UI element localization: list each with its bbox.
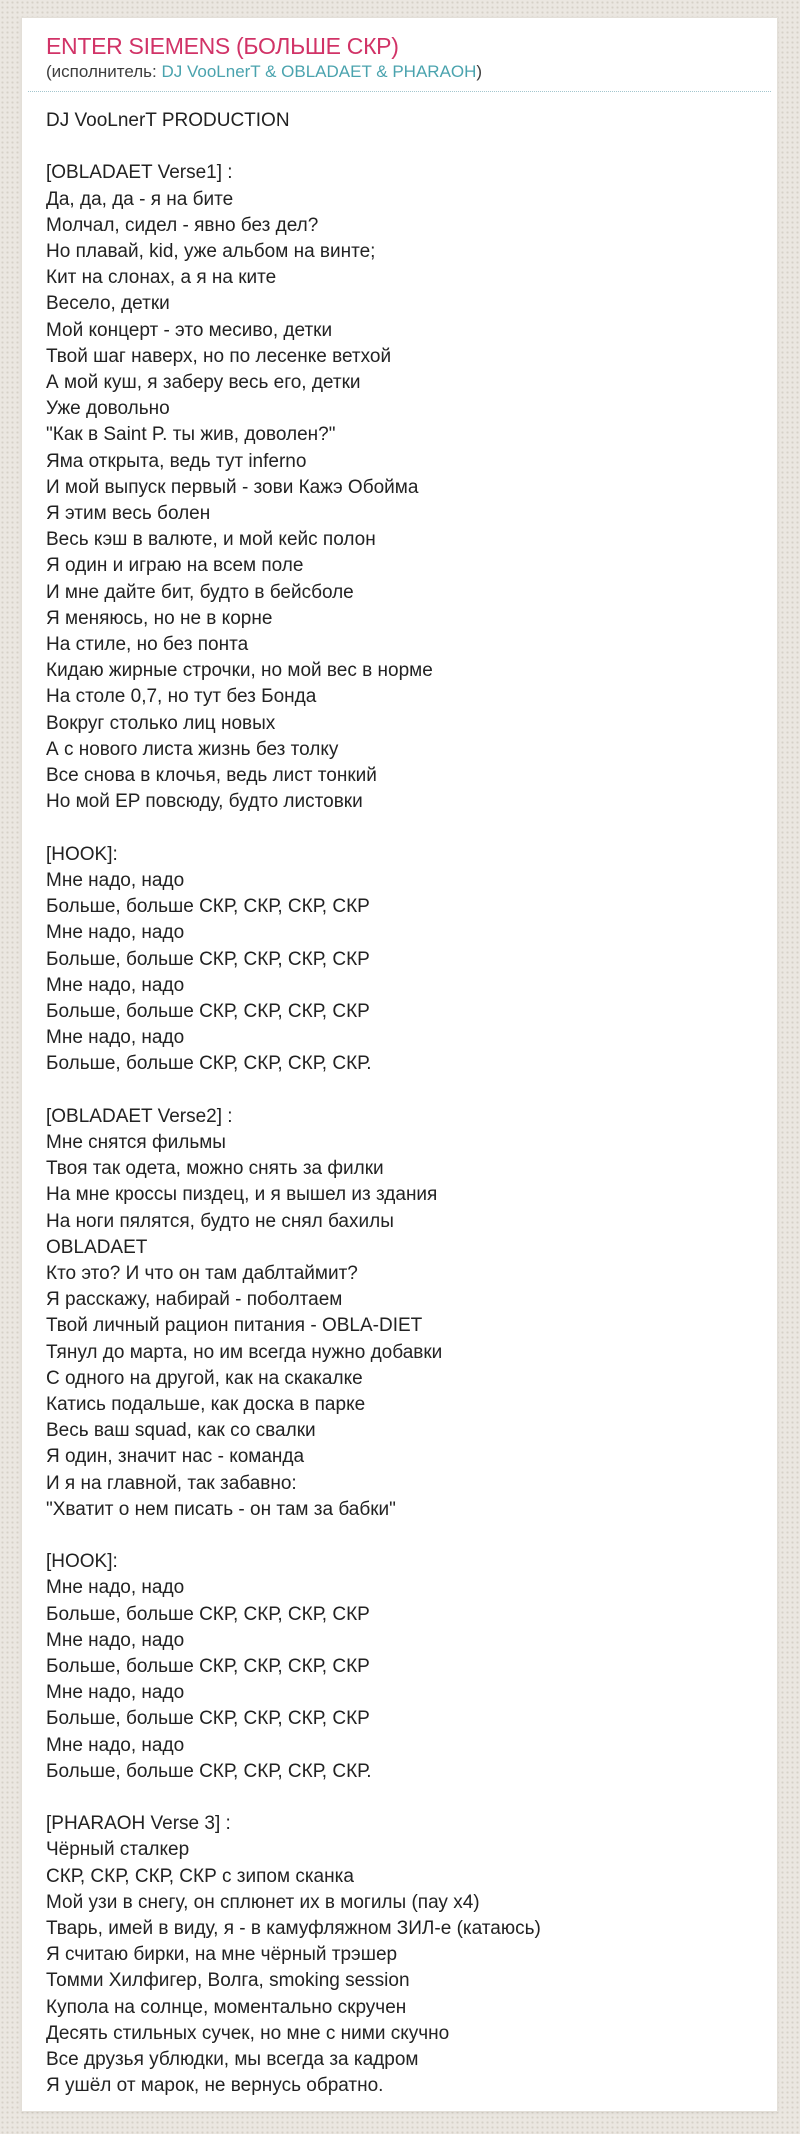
lyric-line: Я один и играю на всем поле [46,555,304,577]
song-header [28,18,771,92]
lyric-line: Я ушёл от марок, не вернусь обратно. [46,2075,384,2097]
lyric-line: OBLADAET [46,1236,148,1258]
lyric-line [46,1785,753,1811]
lyric-line: Я расскажу, набирай - поболтаем [46,1289,343,1311]
lyric-line: Твой шаг наверх, но по лесенке ветхой [46,345,392,367]
song-title: ENTER SIEMENS (БОЛЬШЕ СКР) [46,33,399,59]
lyric-line: Весь ваш squad, как со свалки [46,1420,316,1442]
lyric-line: Больше, больше СКР, СКР, СКР, СКР [46,896,370,918]
lyric-line: А с нового листа жизнь без толку [46,738,339,760]
lyric-line: [PHARAOH Verse 3] : [46,1813,231,1835]
lyric-line: Мне надо, надо [46,1629,185,1651]
lyric-line [46,815,753,841]
lyric-line: "Хватит о нем писать - он там за бабки" [46,1498,396,1520]
lyric-line: [HOOK]: [46,1551,118,1573]
lyric-line [46,1523,753,1549]
lyric-line: На стиле, но без понта [46,634,249,656]
lyric-line: Молчал, сидел - явно без дел? [46,214,319,236]
lyric-line: Чёрный сталкер [46,1839,190,1861]
lyric-line: Яма открыта, ведь тут inferno [46,450,307,472]
lyric-line: Мой узи в снегу, он сплюнет их в могилы (пау x4) [46,1891,480,1913]
lyric-line: Мне надо, надо [46,922,185,944]
lyric-line: Купола на солнце, моментально скручен [46,1996,407,2018]
lyric-line: Тварь, имей в виду, я - в камуфляжном ЗИЛ-е (катаюсь) [46,1918,541,1940]
lyric-line: Я этим весь болен [46,503,211,525]
lyric-line: Мне надо, надо [46,869,185,891]
lyric-line: Кит на слонах, а я на ките [46,267,277,289]
lyric-line: Кто это? И что он там даблтаймит? [46,1262,358,1284]
lyric-line: Больше, больше СКР, СКР, СКР, СКР [46,1708,370,1730]
lyric-line: Тянул до марта, но им всегда нужно добавки [46,1341,443,1363]
lyric-line: С одного на другой, как на скакалке [46,1367,363,1389]
lyric-line: На столе 0,7, но тут без Бонда [46,686,317,708]
lyric-line: "Как в Saint P. ты жив, доволен?" [46,424,336,446]
lyric-line: Я считаю бирки, на мне чёрный трэшер [46,1944,398,1966]
lyric-line: На мне кроссы пиздец, и я вышел из здания [46,1184,438,1206]
lyric-line: Вокруг столько лиц новых [46,712,276,734]
lyrics-card [21,17,778,2112]
lyric-line: Мне снятся фильмы [46,1131,226,1153]
lyric-line: А мой куш, я заберу весь его, детки [46,372,361,394]
lyric-line: Больше, больше СКР, СКР, СКР, СКР [46,1655,370,1677]
lyric-line: СКР, СКР, СКР, СКР с зипом сканка [46,1865,354,1887]
artist-links[interactable]: DJ VooLnerT & OBLADAET & PHARAOH [161,62,477,81]
lyric-line: [OBLADAET Verse2] : [46,1105,233,1127]
lyric-line: И я на главной, так забавно: [46,1472,297,1494]
lyric-line: [HOOK]: [46,843,118,865]
lyric-line: И мой выпуск первый - зови Кажэ Обойма [46,476,419,498]
lyric-line: Больше, больше СКР, СКР, СКР, СКР. [46,1053,372,1075]
lyric-line: Твой личный рацион питания - OBLA-DIET [46,1315,423,1337]
lyric-line: DJ VooLnerT PRODUCTION [46,110,290,131]
lyric-line: Твоя так одета, можно снять за филки [46,1158,384,1180]
lyric-line: Больше, больше СКР, СКР, СКР, СКР [46,1603,370,1625]
lyric-line: Кидаю жирные строчки, но мой вес в норме [46,660,433,682]
lyric-line: Томми Хилфигер, Волга, smoking session [46,1970,410,1992]
lyric-line: [OBLADAET Verse1] : [46,162,233,184]
lyric-line: Больше, больше СКР, СКР, СКР, СКР. [46,1760,372,1782]
lyric-line: Десять стильных сучек, но мне с ними скучно [46,2022,450,2044]
lyric-line: На ноги пялятся, будто не снял бахилы [46,1210,394,1232]
lyric-line: Да, да, да - я на бите [46,188,234,210]
lyric-line: Весь кэш в валюте, и мой кейс полон [46,529,376,551]
lyric-line: Все друзья ублюдки, мы всегда за кадром [46,2049,419,2071]
lyric-line: И мне дайте бит, будто в бейсболе [46,581,354,603]
lyric-line: Все снова в клочья, ведь лист тонкий [46,765,377,787]
lyric-line: Мне надо, надо [46,1577,185,1599]
lyric-line: Катись подальше, как доска в парке [46,1393,366,1415]
artist-close-paren: ) [476,62,483,81]
lyric-line: Я меняюсь, но не в корне [46,607,273,629]
lyric-line: Весело, детки [46,293,170,315]
lyric-line: Мне надо, надо [46,1682,185,1704]
lyric-line [46,1078,753,1104]
lyric-line: Мой концерт - это месиво, детки [46,319,333,341]
artist-label: (исполнитель: [46,62,162,81]
lyric-line: Больше, больше СКР, СКР, СКР, СКР [46,948,370,970]
lyric-line: Мне надо, надо [46,974,185,996]
lyric-line: Но плавай, kid, уже альбом на винте; [46,241,376,263]
lyric-line: Я один, значит нас - команда [46,1446,305,1468]
lyrics-text [22,92,777,2111]
lyric-line: Уже довольно [46,398,170,420]
lyric-line: Мне надо, надо [46,1027,185,1049]
lyric-line: Но мой EP повсюду, будто листовки [46,791,363,813]
lyric-line: Мне надо, надо [46,1734,185,1756]
artist-line [46,61,753,83]
lyric-line [46,134,753,160]
lyric-line: Больше, больше СКР, СКР, СКР, СКР [46,1000,370,1022]
